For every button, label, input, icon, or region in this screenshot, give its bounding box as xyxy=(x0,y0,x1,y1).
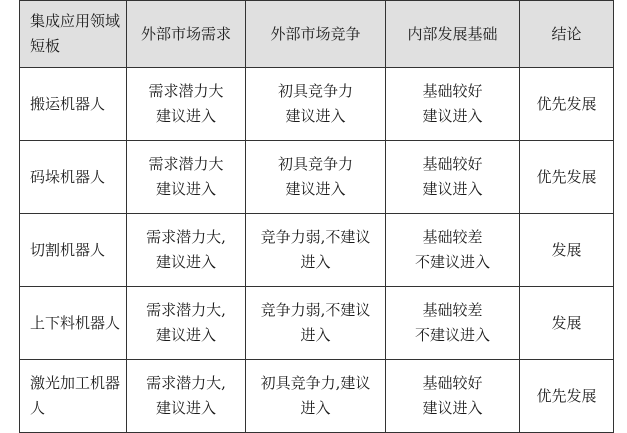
header-field: 集成应用领域短板 xyxy=(20,1,127,68)
competition-line: 初具竞争力,建议 xyxy=(260,374,371,392)
foundation-line: 基础较差 xyxy=(422,301,483,319)
header-foundation: 内部发展基础 xyxy=(386,1,520,68)
foundation-cell xyxy=(386,214,520,287)
field-cell: 搬运机器人 xyxy=(20,68,127,141)
demand-line: 建议进入 xyxy=(155,326,216,344)
table-row xyxy=(20,214,614,287)
demand-line: 需求潜力大 xyxy=(148,82,224,100)
conclusion-cell: 发展 xyxy=(520,287,614,360)
foundation-cell xyxy=(386,141,520,214)
header-conclusion: 结论 xyxy=(520,1,614,68)
demand-line: 需求潜力大, xyxy=(146,374,226,392)
foundation-line: 建议进入 xyxy=(422,180,483,198)
field-cell: 切割机器人 xyxy=(20,214,127,287)
competition-line: 建议进入 xyxy=(285,180,346,198)
field-cell: 上下料机器人 xyxy=(20,287,127,360)
header-competition: 外部市场竞争 xyxy=(246,1,386,68)
competition-line: 进入 xyxy=(300,326,331,344)
demand-cell xyxy=(127,68,246,141)
competition-cell xyxy=(246,141,386,214)
foundation-line: 基础较好 xyxy=(422,374,483,392)
analysis-table-container xyxy=(19,0,613,417)
foundation-line: 基础较差 xyxy=(422,228,483,246)
foundation-line: 不建议进入 xyxy=(414,326,490,344)
competition-cell xyxy=(246,68,386,141)
demand-cell xyxy=(127,214,246,287)
foundation-cell xyxy=(386,287,520,360)
competition-line: 初具竞争力 xyxy=(277,155,353,173)
analysis-table xyxy=(19,0,614,433)
table-header-row xyxy=(20,1,614,68)
demand-line: 建议进入 xyxy=(155,399,216,417)
competition-cell xyxy=(246,214,386,287)
field-cell: 码垛机器人 xyxy=(20,141,127,214)
table-row xyxy=(20,68,614,141)
conclusion-cell: 发展 xyxy=(520,214,614,287)
competition-line: 竞争力弱,不建议 xyxy=(260,301,371,319)
foundation-line: 不建议进入 xyxy=(414,253,490,271)
demand-line: 需求潜力大, xyxy=(146,228,226,246)
foundation-line: 建议进入 xyxy=(422,107,483,125)
competition-line: 进入 xyxy=(300,253,331,271)
field-cell: 激光加工机器人 xyxy=(20,360,127,433)
header-demand: 外部市场需求 xyxy=(127,1,246,68)
competition-line: 初具竞争力 xyxy=(277,82,353,100)
demand-cell xyxy=(127,287,246,360)
foundation-line: 基础较好 xyxy=(422,82,483,100)
demand-line: 需求潜力大, xyxy=(146,301,226,319)
demand-line: 建议进入 xyxy=(155,180,216,198)
foundation-cell xyxy=(386,68,520,141)
competition-cell xyxy=(246,287,386,360)
conclusion-cell: 优先发展 xyxy=(520,141,614,214)
conclusion-cell: 优先发展 xyxy=(520,68,614,141)
competition-line: 竞争力弱,不建议 xyxy=(260,228,371,246)
table-row xyxy=(20,287,614,360)
foundation-line: 建议进入 xyxy=(422,399,483,417)
demand-line: 建议进入 xyxy=(155,107,216,125)
foundation-line: 基础较好 xyxy=(422,155,483,173)
demand-cell xyxy=(127,141,246,214)
competition-line: 建议进入 xyxy=(285,107,346,125)
demand-line: 建议进入 xyxy=(155,253,216,271)
demand-line: 需求潜力大 xyxy=(148,155,224,173)
competition-line: 进入 xyxy=(300,399,331,417)
table-row xyxy=(20,141,614,214)
conclusion-cell: 优先发展 xyxy=(520,360,614,433)
